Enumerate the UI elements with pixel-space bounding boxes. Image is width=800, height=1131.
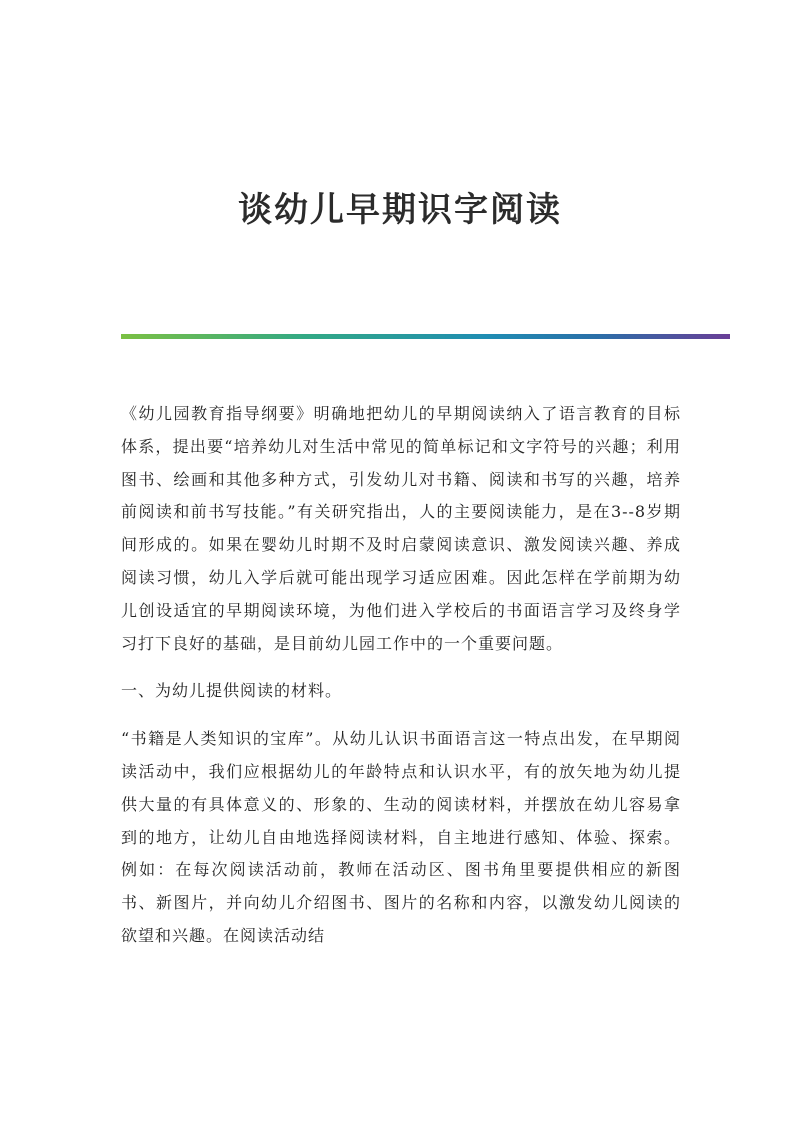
section-heading: 一、为幼儿提供阅读的材料。 — [121, 681, 343, 701]
gradient-divider — [121, 334, 730, 339]
body-paragraph: “书籍是人类知识的宝库”。从幼儿认识书面语言这一特点出发，在早期阅读活动中，我们应根据幼儿的年龄特点和认识水平，有的放矢地为幼儿提供大量的有具体意义的、形象的、生动的阅读材料，并摆放在幼儿容易拿到的地方，让幼儿自由地选择阅读材料，自主地进行感知、体验、探索。例如：在每次阅读活动前，教师在活动区、图书角里要提供相应的新图书、新图片，并向幼儿介绍图书、图片的名称和内容，以激发幼儿阅读的欲望和兴趣。在阅读活动结 — [121, 729, 681, 945]
document-body — [121, 398, 681, 953]
body-paragraph: 《幼儿园教育指导纲要》明确地把幼儿的早期阅读纳入了语言教育的目标体系，提出要“培养幼儿对生活中常见的简单标记和文字符号的兴趣；利用图书、绘画和其他多种方式，引发幼儿对书籍、阅读和书写的兴趣，培养前阅读和前书写技能。”有关研究指出，人的主要阅读能力，是在3--8岁期间形成的。如果在婴幼儿时期不及时启蒙阅读意识、激发阅读兴趣、养成阅读习惯，幼儿入学后就可能出现学习适应困难。因此怎样在学前期为幼儿创设适宜的早期阅读环境，为他们进入学校后的书面语言学习及终身学习打下良好的基础，是目前幼儿园工作中的一个重要问题。 — [121, 404, 681, 653]
document-title: 谈幼儿早期识字阅读 — [238, 190, 562, 230]
